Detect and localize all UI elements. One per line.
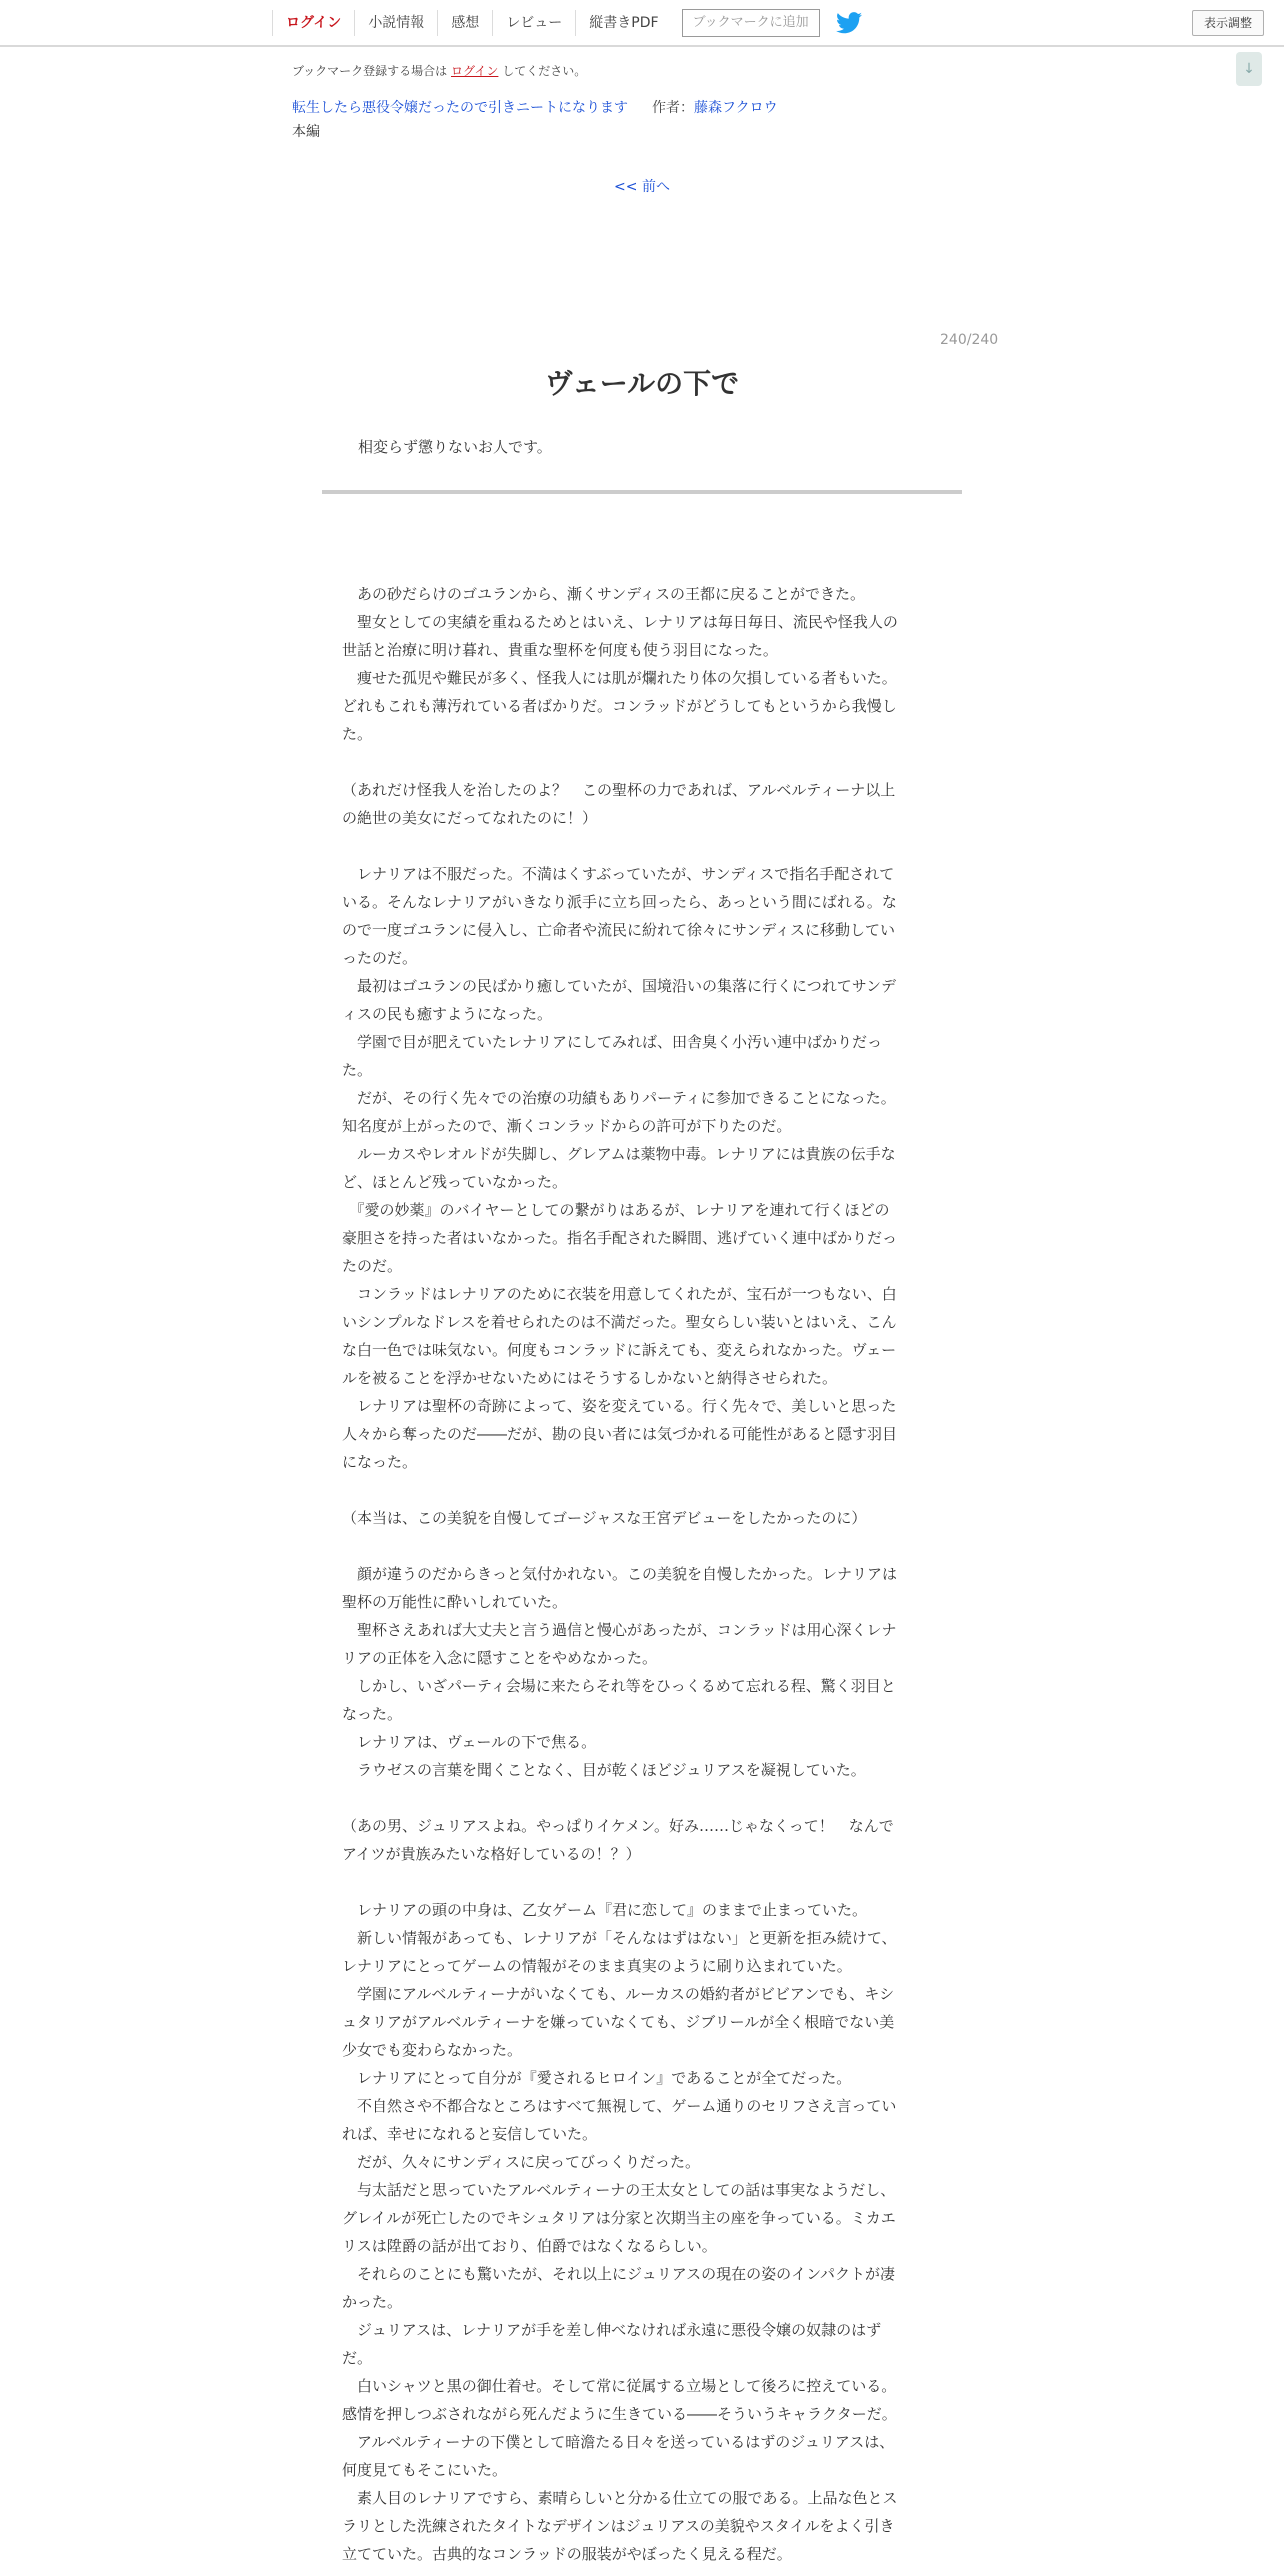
notice-prefix: ブックマーク登録する場合は [292, 64, 448, 78]
body-line: 新しい情報があっても、レナリアが「そんなはずはない」と更新を拒み続けて、 [342, 1929, 897, 1947]
body-line: ィスの民も癒すようになった。 [342, 1005, 553, 1023]
body-line: 痩せた孤児や難民が多く、怪我人には肌が爛れたり体の欠損している者もいた。 [342, 669, 897, 687]
body-line: いシンプルなドレスを着せられたのは不満だった。聖女らしい装いとはいえ、こん [342, 1313, 897, 1331]
body-line: レナリアにとってゲームの情報がそのまま真実のように刷り込まれていた。 [342, 1957, 852, 1975]
body-line: 立てていた。古典的なコンラッドの服装がやぼったく見える程だ。 [342, 2545, 792, 2563]
body-line [342, 1532, 936, 1560]
chapter-label: 本編 [292, 124, 320, 140]
body-line: ので一度ゴユランに侵入し、亡命者や流民に紛れて徐々にサンディスに移動してい [342, 921, 896, 939]
body-line: あの砂だらけのゴユランから、漸くサンディスの王都に戻ることができた。 [342, 585, 866, 603]
body-line: 学園で目が肥えていたレナリアにしてみれば、田舎臭く小汚い連中ばかりだっ [342, 1033, 883, 1051]
body-line: （あれだけ怪我人を治したのよ？ この聖杯の力であれば、アルベルティーナ以上 [342, 781, 896, 799]
body-line: どれもこれも薄汚れている者ばかりだ。コンラッドがどうしてもというから我慢し [342, 697, 897, 715]
body-line: 白いシャツと黒の御仕着せ。そして常に従属する立場として後ろに控えている。 [342, 2377, 897, 2395]
body-line: 聖杯さえあれば大丈夫と言う過信と慢心があったが、コンラッドは用心深くレナ [342, 1621, 897, 1639]
novel-header [292, 97, 778, 117]
body-line: ュタリアがアルベルティーナを嫌っていなくても、ジブリールが全く根暗でない美 [342, 2013, 895, 2031]
episode-preface: 相変らず懲りないお人です。 [358, 438, 552, 456]
body-line: ど、ほとんど残っていなかった。 [342, 1173, 568, 1191]
body-line: 豪胆さを持った者はいなかった。指名手配された瞬間、逃げていく連中ばかりだっ [342, 1229, 898, 1247]
episode-title: ヴェールの下で [544, 367, 740, 400]
preface-divider [322, 490, 962, 494]
body-line: 聖女としての実績を重ねるためとはいえ、レナリアは毎日毎日、流民や怪我人の [342, 613, 898, 631]
add-bookmark-button[interactable]: ブックマークに追加 [682, 9, 820, 37]
prev-page-link[interactable]: << 前へ [614, 179, 670, 195]
author-label: 作者： [652, 100, 694, 116]
body-line: 少女でも変わらなかった。 [342, 2041, 523, 2059]
body-line [342, 1868, 936, 1896]
body-line: れば、幸せになれると妄信していた。 [342, 2125, 598, 2143]
top-navigation-bar [0, 0, 1284, 47]
body-line [342, 1784, 936, 1812]
body-line: リスは陞爵の話が出ており、伯爵ではなくなるらしい。 [342, 2237, 717, 2255]
display-settings-button[interactable]: 表示調整 [1192, 10, 1264, 36]
body-line [342, 832, 936, 860]
body-line: レナリアにとって自分が『愛されるヒロイン』であることが全てだった。 [342, 2069, 852, 2087]
body-line: た。 [342, 1061, 373, 1079]
body-line: 学園にアルベルティーナがいなくても、ルーカスの婚約者がビビアンでも、キシ [342, 1985, 895, 2003]
body-line: 人々から奪ったのだ――だが、勘の良い者には気づかれる可能性があると隠す羽目 [342, 1425, 898, 1443]
body-line: しかし、いざパーティ会場に来たらそれ等をひっくるめて忘れる程、驚く羽目と [342, 1677, 896, 1695]
notice-login-link[interactable]: ログイン [451, 64, 499, 78]
body-line: だが、その行く先々での治療の功績もありパーティに参加できることになった。 [342, 1089, 896, 1107]
body-line: の絶世の美女にだってなれたのに！） [342, 809, 598, 827]
main-nav [272, 0, 862, 46]
notice-suffix: してください。 [502, 64, 587, 78]
body-line: だ。 [342, 2349, 373, 2367]
body-line: 知名度が上がったので、漸くコンラッドからの許可が下りたのだ。 [342, 1117, 792, 1135]
body-line: レナリアの頭の中身は、乙女ゲーム『君に恋して』のままで止まっていた。 [342, 1901, 868, 1919]
body-line: ったのだ。 [342, 949, 418, 967]
author-link[interactable]: 藤森フクロウ [694, 100, 778, 116]
body-line: 聖杯の万能性に酔いしれていた。 [342, 1593, 568, 1611]
body-line: た。 [342, 725, 373, 743]
body-line: ラリとした洗練されたタイトなデザインはジュリアスの美貌やスタイルをよく引き [342, 2517, 895, 2535]
body-line: 何度見てもそこにいた。 [342, 2461, 508, 2479]
body-line: ラウゼスの言葉を聞くことなく、目が乾くほどジュリアスを凝視していた。 [342, 1761, 866, 1779]
body-line: コンラッドはレナリアのために衣装を用意してくれたが、宝石が一つもない、白 [342, 1285, 897, 1303]
body-line: だが、久々にサンディスに戻ってびっくりだった。 [342, 2153, 701, 2171]
body-line: いる。そんなレナリアがいきなり派手に立ち回ったら、あっという間にばれる。な [342, 893, 897, 911]
novel-info-link[interactable]: 小説情報 [354, 10, 437, 36]
body-line: 顔が違うのだからきっと気付かれない。この美貌を自慢したかった。レナリアは [342, 1565, 898, 1583]
scroll-down-button[interactable]: ↓ [1236, 52, 1262, 86]
body-line: ルを被ることを浮かせないためにはそうするしかないと納得させられた。 [342, 1369, 838, 1387]
body-line: ルーカスやレオルドが失脚し、グレアムは薬物中毒。レナリアには貴族の伝手な [342, 1145, 896, 1163]
body-line: （あの男、ジュリアスよね。やっぱりイケメン。好み……じゃなくって！ なんで [342, 1817, 894, 1835]
body-line: なった。 [342, 1705, 403, 1723]
body-line: 素人目のレナリアですら、素晴らしいと分かる仕立ての服である。上品な色とス [342, 2489, 898, 2507]
body-line: たのだ。 [342, 1257, 403, 1275]
body-line: 最初はゴユランの民ばかり癒していたが、国境沿いの集落に行くにつれてサンデ [342, 977, 896, 995]
body-line: レナリアは聖杯の奇跡によって、姿を変えている。行く先々で、美しいと思った [342, 1397, 897, 1415]
body-line: レナリアは不服だった。不満はくすぶっていたが、サンディスで指名手配されて [342, 865, 895, 883]
body-line: 世話と治療に明け暮れ、貴重な聖杯を何度も使う羽目になった。 [342, 641, 778, 659]
body-line: 与太話だと思っていたアルベルティーナの王太女としての話は事実なようだし、 [342, 2181, 896, 2199]
body-line: （本当は、この美貌を自慢してゴージャスな王宮デビューをしたかったのに） [342, 1509, 867, 1527]
body-line: それらのことにも驚いたが、それ以上にジュリアスの現在の姿のインパクトが凄 [342, 2265, 896, 2283]
prev-page-nav [0, 176, 1284, 196]
body-line: になった。 [342, 1453, 418, 1471]
body-line: レナリアは、ヴェールの下で焦る。 [342, 1733, 597, 1751]
body-line: 不自然さや不都合なところはすべて無視して、ゲーム通りのセリフさえ言ってい [342, 2097, 897, 2115]
body-line: 『愛の妙薬』のバイヤーとしての繋がりはあるが、レナリアを連れて行くほどの [342, 1201, 890, 1219]
body-line: アイツが貴族みたいな格好しているの！？） [342, 1845, 641, 1863]
bookmark-login-notice [292, 62, 586, 79]
impressions-link[interactable]: 感想 [437, 10, 492, 36]
novel-title-link[interactable]: 転生したら悪役令嬢だったので引きニートになります [292, 100, 628, 116]
body-line: グレイルが死亡したのでキシュタリアは分家と次期当主の座を争っている。ミカエ [342, 2209, 896, 2227]
episode-body [342, 580, 936, 2568]
page-number: 240/240 [940, 332, 999, 348]
body-line: かった。 [342, 2293, 403, 2311]
body-line [342, 748, 936, 776]
twitter-bird-icon[interactable] [836, 12, 862, 34]
login-link[interactable]: ログイン [272, 10, 354, 36]
body-line: ジュリアスは、レナリアが手を差し伸べなければ永遠に悪役令嬢の奴隷のはず [342, 2321, 882, 2339]
body-line: アルベルティーナの下僕として暗澹たる日々を送っているはずのジュリアスは、 [342, 2433, 895, 2451]
body-line: リアの正体を入念に隠すことをやめなかった。 [342, 1649, 658, 1667]
vertical-pdf-link[interactable]: 縦書きPDF [575, 10, 671, 36]
body-line: な白一色では味気ない。何度もコンラッドに訴えても、変えられなかった。ヴェー [342, 1341, 897, 1359]
body-line: 感情を押しつぶされながら死んだように生きている――そういうキャラクターだ。 [342, 2405, 897, 2423]
review-link[interactable]: レビュー [492, 10, 575, 36]
body-line [342, 1476, 936, 1504]
